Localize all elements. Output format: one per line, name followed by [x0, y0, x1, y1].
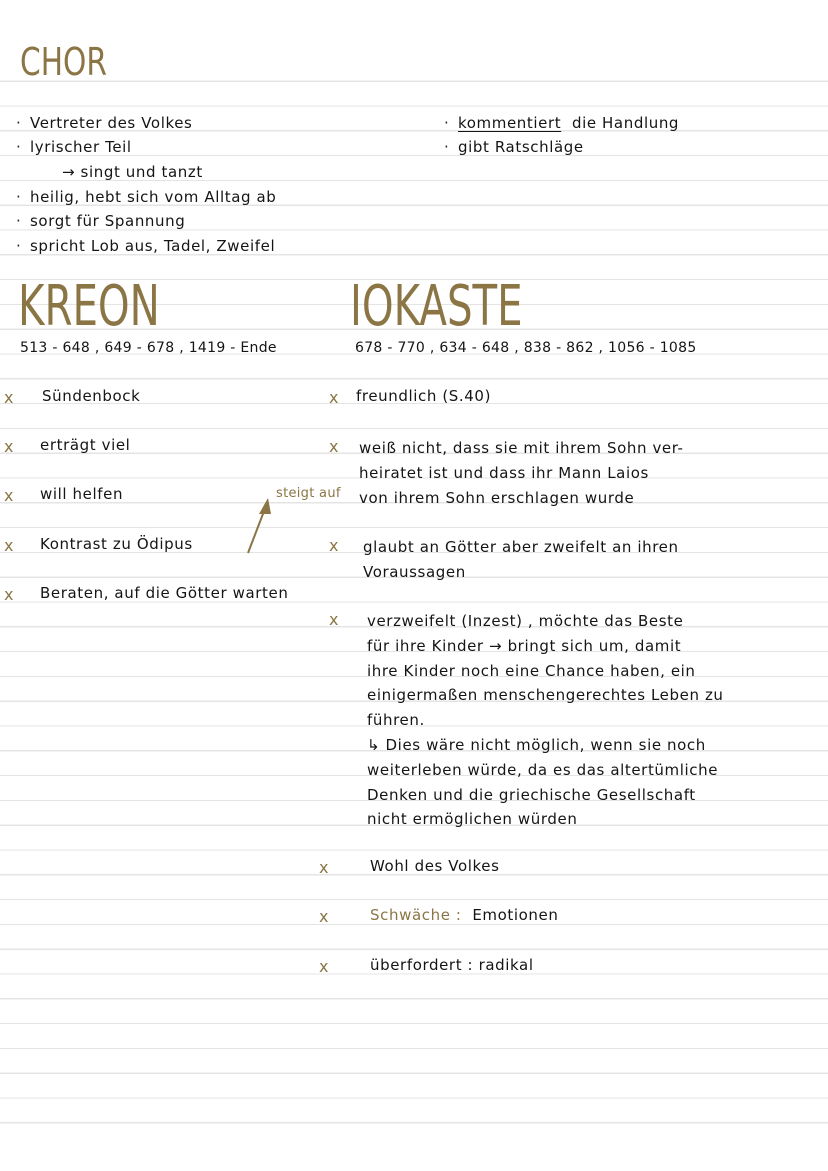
- x-marker-icon: x: [4, 536, 14, 555]
- kreon-verse-ranges: 513 - 648 , 649 - 678 , 1419 - Ende: [20, 340, 277, 356]
- bullet-dot-icon: ·: [16, 138, 22, 156]
- chor-bullet-right: · kommentiert die Handlung: [444, 114, 680, 132]
- bullet-dot-icon: ·: [16, 237, 22, 255]
- chor-bullet-right: · gibt Ratschläge: [444, 138, 584, 156]
- kreon-trait: Beraten, auf die Götter warten: [40, 584, 289, 602]
- x-marker-icon: x: [329, 437, 339, 456]
- kreon-trait: Kontrast zu Ödipus: [40, 535, 193, 553]
- chor-bullet: · sorgt für Spannung: [16, 212, 186, 230]
- iokaste-trait: Wohl des Volkes: [370, 857, 500, 875]
- iokaste-trait: weiß nicht, dass sie mit ihrem Sohn ver- heiratet ist und dass ihr Mann Laios von ihrem Sohn erschlagen wurde: [359, 439, 684, 507]
- bullet-dot-icon: ·: [444, 138, 450, 156]
- chor-bullet: · Vertreter des Volkes: [16, 114, 193, 132]
- schwaeche-label: Schwäche: [370, 906, 451, 924]
- iokaste-trait: glaubt an Götter aber zweifelt an ihren Voraussagen: [363, 538, 679, 581]
- chor-bullet: · lyrischer Teil: [16, 138, 132, 156]
- kreon-trait: erträgt viel: [40, 436, 131, 454]
- x-marker-icon: x: [329, 536, 339, 555]
- x-marker-icon: x: [4, 388, 14, 407]
- chor-bullet: · heilig, hebt sich vom Alltag ab: [16, 188, 277, 206]
- x-marker-icon: x: [319, 957, 329, 976]
- kreon-heading: KREON: [18, 274, 160, 339]
- x-marker-icon: x: [4, 486, 14, 505]
- underlined-word: kommentiert: [458, 114, 562, 132]
- iokaste-trait: Schwäche : Emotionen: [370, 906, 559, 924]
- bullet-dot-icon: ·: [16, 188, 22, 206]
- x-marker-icon: x: [329, 388, 339, 407]
- iokaste-trait: überfordert : radikal: [370, 956, 534, 974]
- x-marker-icon: x: [319, 858, 329, 877]
- chor-bullet: · spricht Lob aus, Tadel, Zweifel: [16, 237, 276, 255]
- x-marker-icon: x: [319, 907, 329, 926]
- iokaste-heading: IOKASTE: [350, 274, 523, 339]
- x-marker-icon: x: [4, 437, 14, 456]
- iokaste-verse-ranges: 678 - 770 , 634 - 648 , 838 - 862 , 1056 - 1085: [355, 340, 697, 356]
- bullet-dot-icon: ·: [444, 114, 450, 132]
- iokaste-trait: verzweifelt (Inzest) , möchte das Beste für ihre Kinder → bringt sich um, damit ihre Kinder noch eine Chance haben, ein einigermaßen menschengerechtes Leben zu führen. ↳ Dies wäre nicht möglich, wenn sie noch weiterleben würde, da es das altertümliche Denken und die griechische Gesellschaft nicht ermöglichen würden: [367, 612, 724, 829]
- steigt-auf-annotation: steigt auf: [276, 486, 341, 501]
- kreon-trait: Sündenbock: [42, 387, 141, 405]
- bullet-dot-icon: ·: [16, 114, 22, 132]
- kreon-trait: will helfen: [40, 485, 124, 503]
- chor-sub-bullet: → singt und tanzt: [62, 163, 203, 181]
- x-marker-icon: x: [4, 585, 14, 604]
- chor-heading: CHOR: [20, 40, 107, 84]
- bullet-dot-icon: ·: [16, 212, 22, 230]
- iokaste-trait: freundlich (S.40): [356, 387, 492, 405]
- x-marker-icon: x: [329, 610, 339, 629]
